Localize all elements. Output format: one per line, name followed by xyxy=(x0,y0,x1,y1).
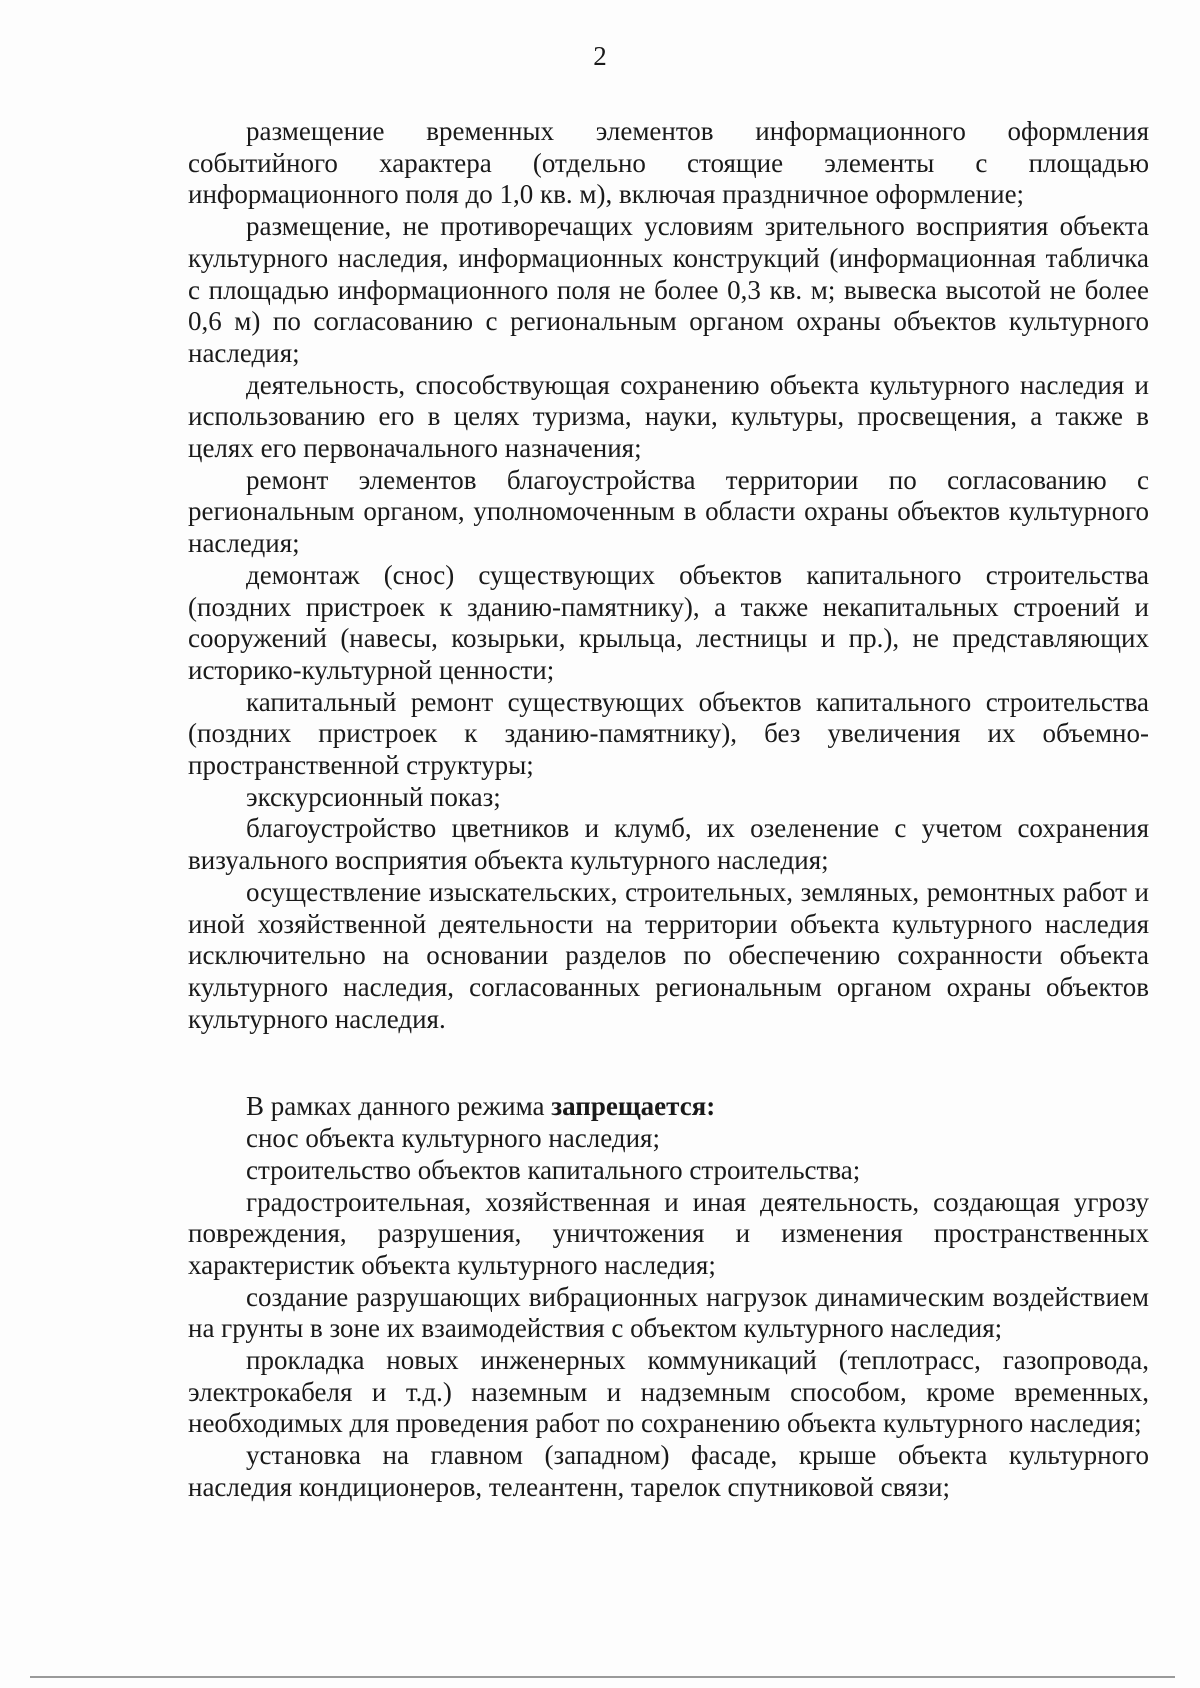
scan-edge-line xyxy=(30,1676,1175,1678)
permitted-item: осуществление изыскательских, строительных, земляных, ремонтных работ и иной хозяйственной деятельности на территории объекта культурного наследия исключительно на основании разделов по обеспечению сохранности объекта культурного наследия, согласованных региональным органом охраны объектов культурного наследия. xyxy=(188,876,1149,1034)
prohibited-item: установка на главном (западном) фасаде, крыше объекта культурного наследия кондиционеров, телеантенн, тарелок спутниковой связи; xyxy=(188,1440,1149,1502)
prohibited-intro-emphasis: запрещается: xyxy=(551,1091,716,1122)
prohibited-item: прокладка новых инженерных коммуникаций (теплотрасс, газопровода, электрокабеля и т.д.) наземным и надземным способом, кроме временных, необходимых для проведения работ по сохранению объекта культурного наследия; xyxy=(188,1345,1149,1439)
permitted-item: благоустройство цветников и клумб, их озеленение с учетом сохранения визуального восприятия объекта культурного наследия; xyxy=(188,813,1149,876)
permitted-item: ремонт элементов благоустройства территории по согласованию с региональным органом, уполномоченным в области охраны объектов культурного наследия; xyxy=(188,464,1149,559)
permitted-item: размещение временных элементов информационного оформления событийного характера (отдельно стоящие элементы с площадью информационного поля до 1,0 кв. м), включая праздничное оформление; xyxy=(188,116,1149,210)
prohibited-item: создание разрушающих вибрационных нагрузок динамическим воздействием на грунты в зоне их взаимодействия с объектом культурного наследия; xyxy=(188,1281,1149,1344)
permitted-item: демонтаж (снос) существующих объектов капитального строительства (поздних пристроек к зданию-памятнику), а также некапитальных строений и сооружений (навесы, козырьки, крыльца, лестницы и пр.), не представляющих историко-культурной ценности; xyxy=(188,559,1149,685)
permitted-item: размещение, не противоречащих условиям зрительного восприятия объекта культурного наследия, информационных конструкций (информационная табличка с площадью информационного поля не более 0,3 кв. м; вывеска высотой не более 0,6 м) по согласованию с региональным органом охраны объектов культурного наследия; xyxy=(188,211,1149,368)
prohibited-item: градостроительная, хозяйственная и иная деятельность, создающая угрозу повреждения, разрушения, уничтожения и изменения пространственных характеристик объекта культурного наследия; xyxy=(188,1186,1149,1280)
prohibited-intro-lead: В рамках данного режима xyxy=(246,1091,552,1122)
permitted-item: капитальный ремонт существующих объектов капитального строительства (поздних пристроек к зданию-памятнику), без увеличения их объемно-пространственной структуры; xyxy=(188,686,1149,781)
document-body xyxy=(188,116,1149,1504)
prohibited-intro xyxy=(188,1091,1149,1123)
prohibited-item: снос объекта культурного наследия; xyxy=(246,1123,660,1154)
permitted-item: экскурсионный показ; xyxy=(246,781,501,812)
prohibited-item: строительство объектов капитального строительства; xyxy=(246,1154,861,1185)
page-number: 2 xyxy=(593,41,607,71)
permitted-item: деятельность, способствующая сохранению объекта культурного наследия и использованию его в целях туризма, науки, культуры, просвещения, а также в целях его первоначального назначения; xyxy=(188,369,1149,464)
